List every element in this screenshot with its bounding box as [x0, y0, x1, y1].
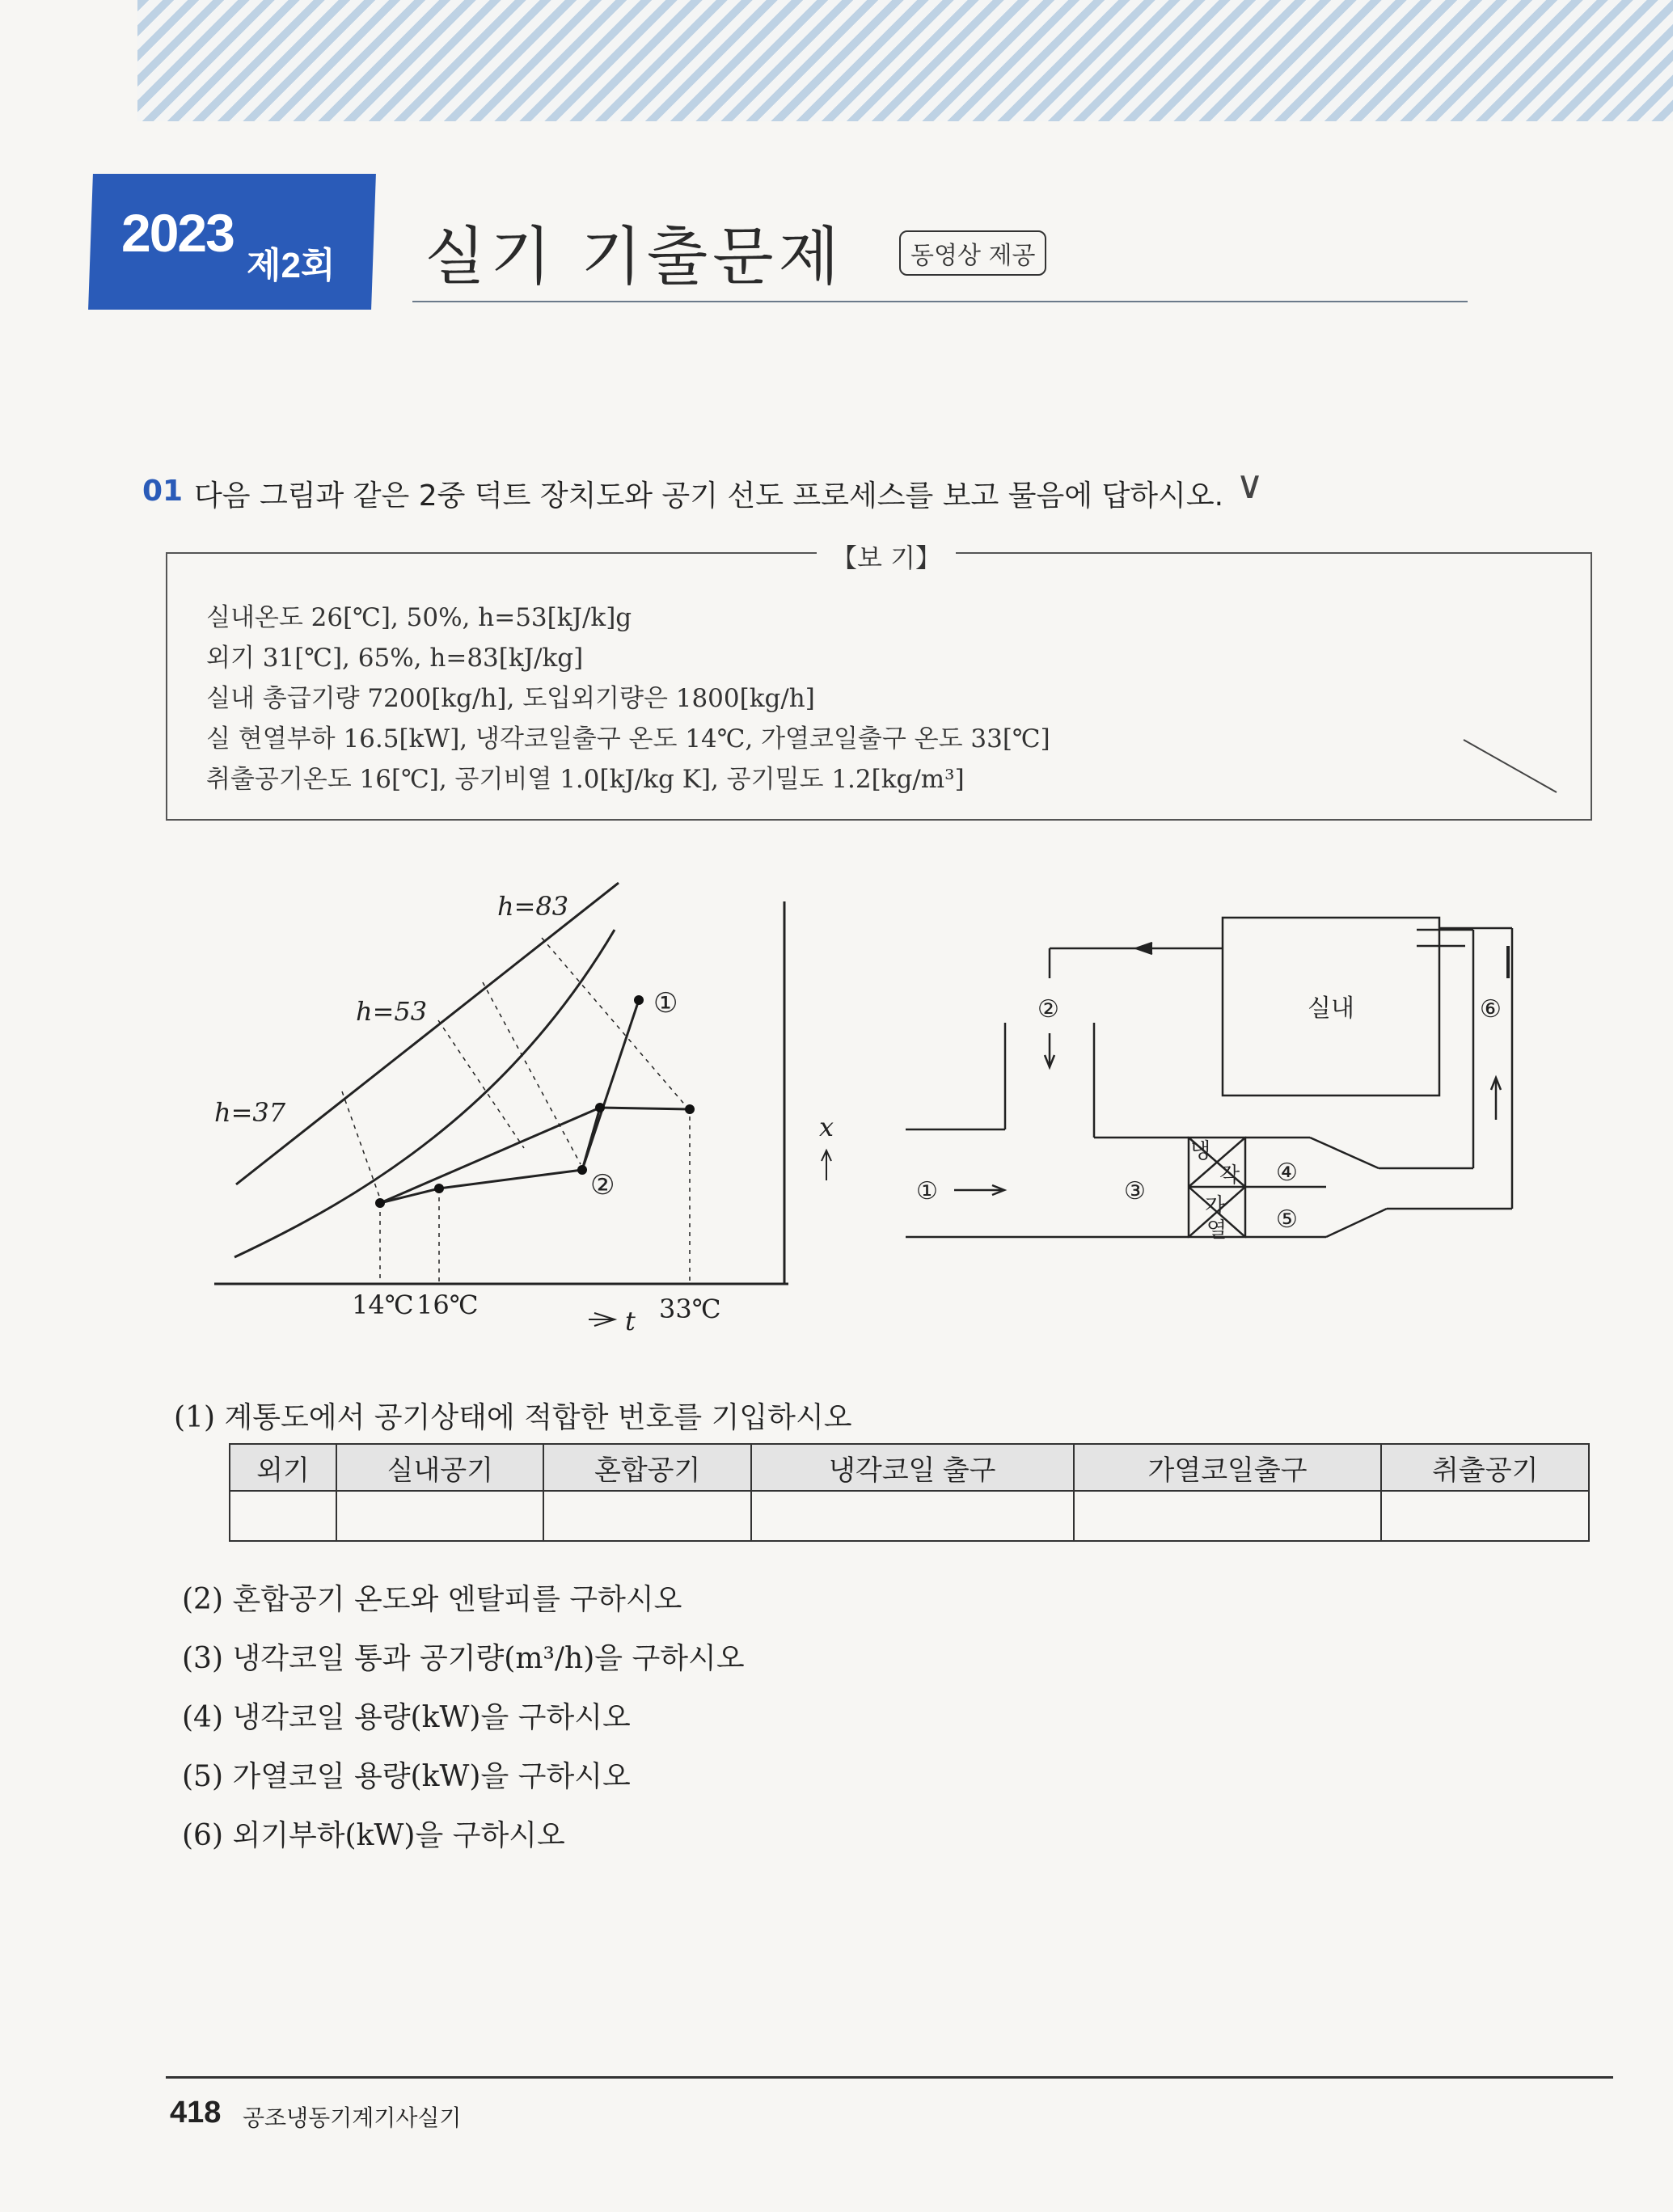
- heating-coil-label-2: 열: [1206, 1218, 1227, 1243]
- h37-label: h=37: [214, 1097, 286, 1128]
- bogi-line: 외기 31[℃], 65%, h=83[kJ/kg]: [206, 644, 584, 673]
- duct-2-label: ②: [1037, 995, 1059, 1024]
- t33-label: 33℃: [659, 1294, 721, 1324]
- duct-diagram: [906, 918, 1512, 1237]
- header-heating-exit: 가열코일출구: [1074, 1444, 1382, 1491]
- bogi-line: 취출공기온도 16[℃], 공기비열 1.0[kJ/kg K], 공기밀도 1.2[kg/m³]: [206, 765, 965, 794]
- dashed-guides: [342, 938, 690, 1284]
- process-lines: [380, 1000, 690, 1203]
- point-1-label: ①: [653, 987, 678, 1019]
- bogi-title: 【보 기】: [817, 538, 956, 575]
- book-title: 공조냉동기계기사실기: [243, 2104, 462, 2131]
- t14-label: 14℃: [352, 1290, 414, 1320]
- answer-cell: [1381, 1491, 1589, 1541]
- answer-cell: [751, 1491, 1074, 1541]
- header-cooling-exit: 냉각코일 출구: [751, 1444, 1074, 1491]
- exam-year: 2023: [121, 203, 234, 263]
- bogi-line: 실내 총급기량 7200[kg/h], 도입외기량은 1800[kg/h]: [206, 684, 815, 713]
- duct-6-label: ⑥: [1480, 995, 1502, 1024]
- diagrams: [0, 873, 1673, 1358]
- question-text: 다음 그림과 같은 2중 덕트 장치도와 공기 선도 프로세스를 보고 물음에 답하시오.: [194, 479, 1224, 513]
- footer-divider: [166, 2076, 1613, 2079]
- subquestion-2: (2) 혼합공기 온도와 엔탈피를 구하시오: [182, 1583, 682, 1616]
- h83-label: h=83: [497, 891, 569, 922]
- answer-table: [229, 1443, 1590, 1542]
- table-header-row: [230, 1444, 1589, 1491]
- header-indoor: 실내공기: [336, 1444, 543, 1491]
- subquestion-5: (5) 가열코일 용량(kW)을 구하시오: [182, 1760, 631, 1793]
- duct-5-label: ⑤: [1276, 1205, 1298, 1234]
- video-badge: 동영상 제공: [899, 230, 1046, 276]
- heating-coil-label-1: 가: [1205, 1194, 1226, 1218]
- saturation-curve: [234, 930, 615, 1257]
- duct-4-label: ④: [1276, 1159, 1298, 1187]
- bogi-line: 실 현열부하 16.5[kW], 냉각코일출구 온도 14℃, 가열코일출구 온도 33[℃]: [206, 724, 1050, 754]
- header-outdoor: 외기: [230, 1444, 336, 1491]
- answer-cell: [543, 1491, 750, 1541]
- exam-round: 제2회: [247, 246, 336, 285]
- question-number: 01: [142, 475, 184, 508]
- duct-1-label: ①: [916, 1177, 938, 1205]
- psychrometric-chart: [214, 883, 831, 1326]
- cooling-coil-label-2: 각: [1219, 1163, 1240, 1188]
- header-supply: 취출공기: [1381, 1444, 1589, 1491]
- answer-cell: [336, 1491, 543, 1541]
- check-mark: ∨: [1236, 462, 1265, 508]
- page-number: 418: [170, 2096, 222, 2130]
- subquestion-3: (3) 냉각코일 통과 공기량(m³/h)을 구하시오: [182, 1642, 745, 1675]
- page-title: 실기 기출문제: [425, 221, 844, 293]
- answer-cell: [230, 1491, 336, 1541]
- enthalpy-line: [236, 883, 619, 1184]
- t-axis-label: t: [625, 1306, 636, 1336]
- x-axis-label: x: [819, 1112, 834, 1142]
- answer-cell: [1074, 1491, 1382, 1541]
- t16-label: 16℃: [416, 1290, 479, 1320]
- subquestion-1: (1) 계통도에서 공기상태에 적합한 번호를 기입하시오: [174, 1401, 852, 1434]
- point-2-label: ②: [590, 1169, 615, 1201]
- bogi-line: 실내온도 26[℃], 50%, h=53[kJ/k]g: [206, 603, 632, 632]
- subquestion-4: (4) 냉각코일 용량(kW)을 구하시오: [182, 1701, 631, 1734]
- room-label: 실내: [1308, 994, 1354, 1023]
- table-answer-row: [230, 1491, 1589, 1541]
- h53-label: h=53: [356, 996, 428, 1027]
- header-mixed: 혼합공기: [543, 1444, 750, 1491]
- duct-3-label: ③: [1124, 1177, 1146, 1205]
- subquestion-6: (6) 외기부하(kW)을 구하시오: [182, 1819, 565, 1852]
- cooling-coil-label-1: 냉: [1190, 1139, 1211, 1163]
